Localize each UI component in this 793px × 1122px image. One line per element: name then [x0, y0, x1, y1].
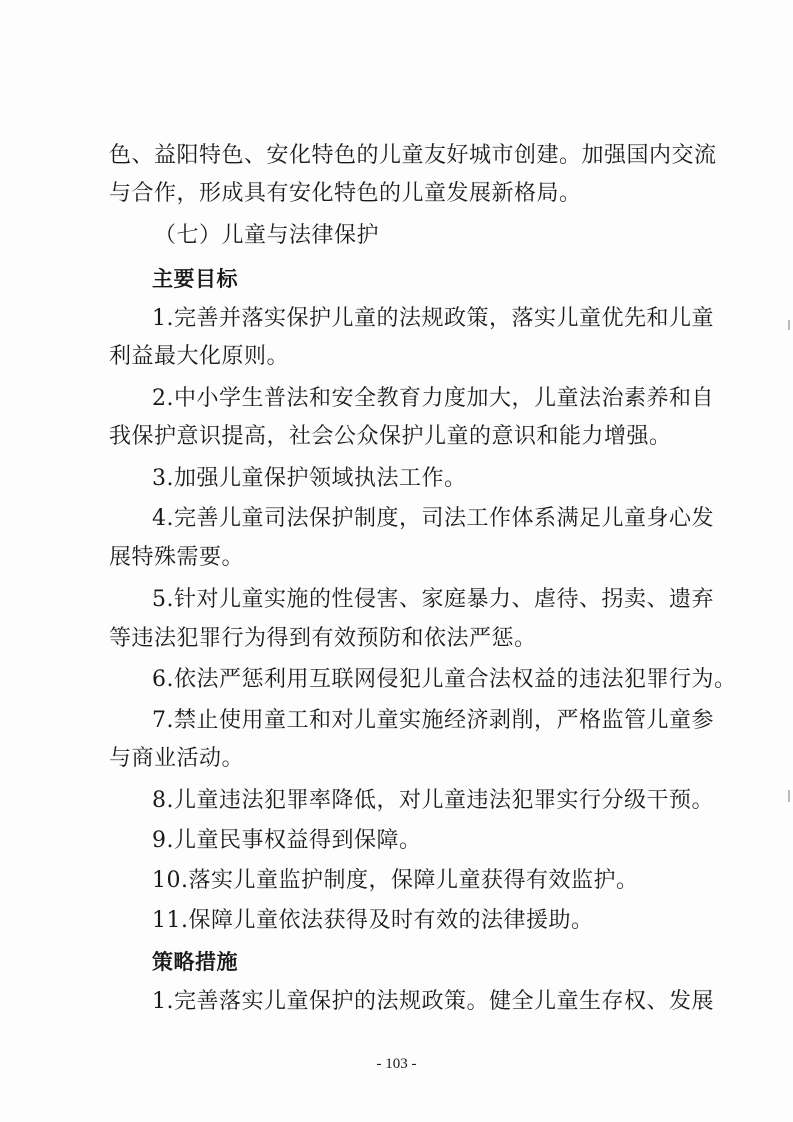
- goal-2-line-2: 我保护意识提高，社会公众保护儿童的意识和能力增强。: [109, 424, 672, 449]
- body-line-2: 与合作，形成具有安化特色的儿童发展新格局。: [109, 181, 582, 206]
- goal-4-line-1: 4.完善儿童司法保护制度，司法工作体系满足儿童身心发: [152, 506, 714, 531]
- subheading-main-goals: 主要目标: [152, 267, 238, 291]
- goal-7-line-2: 与商业活动。: [109, 746, 245, 771]
- subheading-strategies: 策略措施: [152, 950, 238, 974]
- goal-10: 10.落实儿童监护制度，保障儿童获得有效监护。: [152, 868, 639, 893]
- goal-7-line-1: 7.禁止使用童工和对儿童实施经济剥削，严格监管儿童参: [152, 708, 714, 733]
- section-title: （七）儿童与法律保护: [154, 223, 380, 248]
- scan-artifact: [788, 790, 790, 802]
- goal-1-line-2: 利益最大化原则。: [109, 344, 290, 369]
- body-line-1: 色、益阳特色、安化特色的儿童友好城市创建。加强国内交流: [109, 143, 717, 168]
- goal-11: 11.保障儿童依法获得及时有效的法律援助。: [152, 908, 594, 933]
- goal-5-line-2: 等违法犯罪行为得到有效预防和依法严惩。: [109, 626, 537, 651]
- goal-4-line-2: 展特殊需要。: [109, 545, 245, 570]
- goal-3: 3.加强儿童保护领域执法工作。: [152, 466, 467, 491]
- goal-1-line-1: 1.完善并落实保护儿童的法规政策，落实儿童优先和儿童: [152, 306, 714, 331]
- goal-5-line-1: 5.针对儿童实施的性侵害、家庭暴力、虐待、拐卖、遗弃: [152, 587, 714, 612]
- goal-9: 9.儿童民事权益得到保障。: [152, 828, 422, 853]
- goal-2-line-1: 2.中小学生普法和安全教育力度加大，儿童法治素养和自: [152, 386, 714, 411]
- strategy-1-line-1: 1.完善落实儿童保护的法规政策。健全儿童生存权、发展: [152, 989, 714, 1014]
- page-number: - 103 -: [376, 1056, 417, 1072]
- goal-8: 8.儿童违法犯罪率降低，对儿童违法犯罪实行分级干预。: [152, 788, 714, 813]
- goal-6: 6.依法严惩利用互联网侵犯儿童合法权益的违法犯罪行为。: [152, 667, 737, 692]
- scan-artifact: [788, 320, 790, 330]
